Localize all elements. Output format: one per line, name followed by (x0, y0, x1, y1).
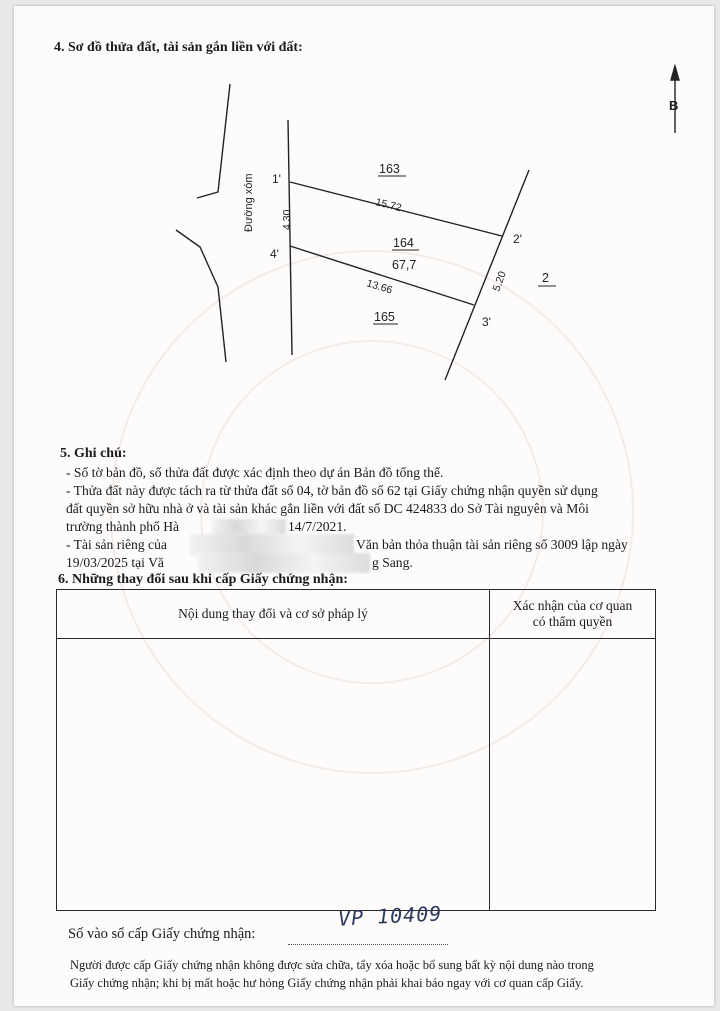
parcel-165-label: 165 (374, 310, 395, 324)
note-line-2: - Thửa đất này được tách ra từ thửa đất số 04, tờ bản đồ số 62 tại Giấy chứng nhận quyền sử dụng (66, 483, 598, 498)
section6-title: 6. Những thay đổi sau khi cấp Giấy chứng nhận: (58, 572, 348, 587)
road-edge-left-upper (197, 84, 230, 198)
parcel-2-label: 2 (542, 271, 549, 285)
section4-title: 4. Sơ đồ thửa đất, tài sản gắn liền với đất: (54, 40, 303, 55)
redaction-3 (198, 553, 370, 573)
column-confirm-line2: có thẩm quyền (532, 614, 613, 629)
edge-right-length: 5.20 (490, 269, 509, 294)
vertex-3: 3' (482, 315, 491, 329)
changes-table (56, 589, 656, 911)
column-content-header (57, 590, 490, 639)
register-dotted-line (288, 944, 448, 945)
note-line-4b: 14/7/2021. (288, 519, 347, 534)
column-content-label: Nội dung thay đổi và cơ sở pháp lý (178, 606, 368, 621)
parcel-163-label: 163 (379, 162, 400, 176)
boundary-4-3 (290, 246, 474, 305)
parcel-164-area: 67,7 (392, 258, 417, 272)
edge-top-length: 15.72 (374, 196, 403, 215)
note-line-5b: Văn bản thỏa thuận tài sản riêng số 3009 lập ngày (356, 537, 628, 552)
changes-content-cell (57, 639, 490, 911)
parcel-164-label: 164 (393, 236, 414, 250)
edge-left-length: 4.30 (281, 209, 293, 230)
note-line-3: đất quyền sở hữu nhà ở và tài sản khác gắn liền với đất số DC 424833 do Sở Tài nguyên và Môi (66, 501, 589, 516)
north-arrow-head (671, 66, 679, 80)
note-line-5a: - Tài sản riêng của (66, 537, 167, 552)
warning-line-2: Giấy chứng nhận; khi bị mất hoặc hư hỏng Giấy chứng nhận phải khai báo ngay với cơ quan cấp Giấy. (70, 976, 584, 990)
boundary-right (445, 170, 529, 380)
register-label: Số vào sổ cấp Giấy chứng nhận: (68, 926, 256, 942)
register-value: VP 10409 (337, 901, 443, 931)
warning-line-1: Người được cấp Giấy chứng nhận không được sửa chữa, tẩy xóa hoặc bổ sung bất kỳ nội dung nào trong (70, 958, 594, 972)
vertex-4: 4' (270, 247, 279, 261)
note-line-1: - Số tờ bản đồ, số thửa đất được xác định theo dự án Bản đồ tổng thể. (66, 465, 444, 480)
road-label: Đường xóm (243, 173, 255, 232)
note-line-6b: g Sang. (372, 555, 413, 570)
column-confirm-line1: Xác nhận của cơ quan (512, 598, 633, 613)
section5-title: 5. Ghi chú: (60, 446, 127, 461)
note-line-4a: trường thành phố Hà (66, 519, 180, 534)
column-confirm-header (490, 590, 656, 639)
vertex-2: 2' (513, 232, 522, 246)
road-edge-left-lower (176, 230, 226, 362)
redaction-1 (212, 519, 286, 535)
edge-bottom-length: 13.66 (365, 277, 394, 297)
changes-confirm-cell (490, 639, 656, 911)
vertex-1: 1' (272, 172, 281, 186)
note-line-6a: 19/03/2025 tại Vă (66, 555, 164, 570)
parcel-left-boundary (288, 120, 292, 355)
parcel-map (0, 0, 720, 400)
north-label: B (669, 98, 679, 113)
